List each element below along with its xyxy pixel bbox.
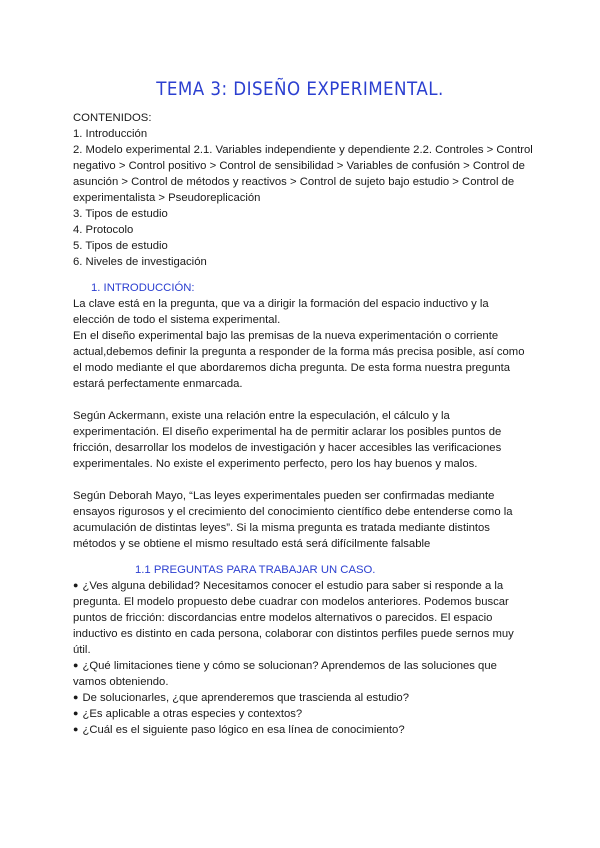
contents-item: 1. Introducción (73, 128, 148, 140)
contents-item: 4. Protocolo (73, 224, 134, 236)
document-body (73, 110, 533, 738)
contents-item: 2. Modelo experimental 2.1. Variables independiente y dependiente 2.2. Controles > Control negativo > Control positivo > Control de sensibilidad > Variables de confusión > Control de asunción > Control de métodos y reactivos > Control de sujeto bajo estudio > Control de experimentalista > Pseudoreplicación (73, 144, 533, 204)
document-title: TEMA 3: DISEÑO EXPERIMENTAL. (156, 78, 444, 100)
contents-item: 6. Niveles de investigación (73, 256, 207, 268)
bullet-item: ● ¿Ves alguna debilidad? Necesitamos conocer el estudio para saber si responde a la pregunta. El modelo propuesto debe cuadrar con modelos anteriores. Podemos buscar puntos de fricción: discordancias entre modelos alternativos o parecidos. El espacio inductivo es distinto en cada persona, colaborar con distintos perfiles puede sernos muy útil. (73, 578, 533, 658)
contents-item: 5. Tipos de estudio (73, 240, 168, 252)
bullet-item: ● ¿Qué limitaciones tiene y cómo se solucionan? Aprendemos de las soluciones que vamos obteniendo. (73, 658, 533, 690)
contents-item: 3. Tipos de estudio (73, 208, 168, 220)
paragraph: Según Deborah Mayo, “Las leyes experimentales pueden ser confirmadas mediante ensayos rigurosos y el crecimiento del conocimiento científico debe entenderse como la acumulación de distintas leyes”. Si la misma pregunta es tratada mediante distintos métodos y se obtiene el mismo resultado está será difícilmente falsable (73, 490, 513, 550)
section-heading-preguntas: 1.1 PREGUNTAS PARA TRABAJAR UN CASO. (135, 564, 376, 576)
bullet-item: ● ¿Cuál es el siguiente paso lógico en esa línea de conocimiento? (73, 722, 533, 738)
paragraph: En el diseño experimental bajo las premisas de la nueva experimentación o corriente actual,debemos definir la pregunta a responder de la forma más precisa posible, así como el modo mediante el que abordaremos dicha pregunta. De esta forma nuestra pregunta estará perfectamente enmarcada. (73, 330, 525, 390)
contents-heading: CONTENIDOS: (73, 112, 152, 124)
paragraph: Según Ackermann, existe una relación entre la especulación, el cálculo y la experimentación. El diseño experimental ha de permitir aclarar los posibles puntos de fricción, desarrollar los modelos de investigación y hacer accesibles las verificaciones experimentales. No existe el experimento perfecto, pero los hay buenos y malos. (73, 410, 502, 470)
paragraph: La clave está en la pregunta, que va a dirigir la formación del espacio inductivo y la elección de todo el sistema experimental. (73, 298, 489, 326)
section-heading-introduccion: 1. INTRODUCCIÓN: (91, 282, 195, 294)
bullet-item: ● ¿Es aplicable a otras especies y contextos? (73, 706, 533, 722)
bullet-item: ● De solucionarles, ¿que aprenderemos que trascienda al estudio? (73, 690, 533, 706)
